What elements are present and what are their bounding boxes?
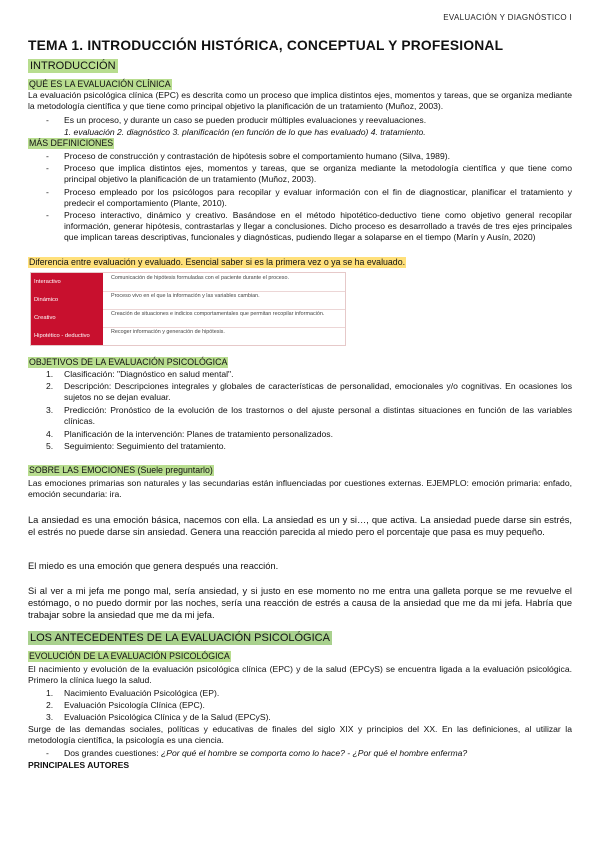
dash-marker: - <box>46 748 49 758</box>
definitions-table <box>30 272 346 346</box>
questions-lead: Dos grandes cuestiones: <box>64 748 161 758</box>
item-number: 1. <box>46 369 54 379</box>
table-label: Hipotético - deductivo <box>31 327 103 345</box>
course-header: EVALUACIÓN Y DIAGNÓSTICO I <box>443 13 572 22</box>
definition-4: Proceso interactivo, dinámico y creativo. Basándose en el método hipotético-deductivo tiene como objetivo general recopilar información, generar hipótesis, contrastarlas y llegar a conclusiones. Dicho proceso es desarrollado a través de tres ejes principales que implican tareas descriptivas, funcionales y diagnósticas, pudiendo llegar a solaparse en el tiempo (Marín y Ausín, 2020) <box>64 210 572 243</box>
item-text: Seguimiento: Seguimiento del tratamiento. <box>64 441 226 451</box>
table-desc: Creación de situaciones e indicios comportamentales que permitan recopilar información. <box>111 311 325 317</box>
emociones-paragraph-3: El miedo es una emoción que genera después una reacción. <box>28 561 279 571</box>
item-text: Evaluación Psicología Clínica (EPC). <box>64 700 205 710</box>
antecedentes-paragraph-1: El nacimiento y evolución de la evaluación psicológica clínica (EPC) y de la salud (EPCyS) se encuentra ligada a la evaluación psicológica. Primero la clínica luego la salud. <box>28 664 572 686</box>
item-number: 2. <box>46 700 54 710</box>
item-number: 4. <box>46 429 54 439</box>
steps-text: 1. evaluación 2. diagnóstico 3. planificación (en función de lo que has evaluado) 4. tratamiento. <box>64 127 426 137</box>
antecedentes-paragraph-2: Surge de las demandas sociales, políticas y educativas de finales del siglo XIX y principios del XX. En las definiciones, al utilizar la metodología científica, la psicología es una ciencia. <box>28 724 572 746</box>
item-text: Clasificación: "Diagnóstico en salud mental". <box>64 369 234 379</box>
table-label: Creativo <box>31 309 103 327</box>
table-label: Interactivo <box>31 273 103 291</box>
definition-1: Proceso de construcción y contrastación de hipótesis sobre el comportamiento humano (Silva, 1989). <box>64 151 450 161</box>
principales-autores: PRINCIPALES AUTORES <box>28 760 130 770</box>
item-text: Evaluación Psicológica Clínica y de la Salud (EPCyS). <box>64 712 271 722</box>
emociones-paragraph-1: Las emociones primarias son naturales y las secundarias están influenciadas por cuestiones externas. EJEMPLO: emoción primaria: enfado, emoción secundaria: ira. <box>28 478 572 500</box>
definition-2: Proceso que implica distintos ejes, momentos y tareas, que se organiza mediante la metodología científica y que tiene como principal objetivo la planificación de un tratamiento (Muñoz, 2003). <box>64 163 572 185</box>
table-desc: Recoger información y generación de hipótesis. <box>111 329 225 335</box>
item-text: Nacimiento Evaluación Psicológica (EP). <box>64 688 220 698</box>
subheading-que-es: QUÉ ES LA EVALUACIÓN CLÍNICA <box>29 79 171 89</box>
page-title: TEMA 1. INTRODUCCIÓN HISTÓRICA, CONCEPTUAL Y PROFESIONAL <box>28 38 504 53</box>
emociones-paragraph-4: Si al ver a mi jefa me pongo mal, sería ansiedad, y si justo en ese momento no me entra una galleta porque se me revuelve el estómago, o no puedo dormir por las noches, sería una reacción de estrés a causa de la ansiedad que me da mi jefa. Habría que trabajar sobre la ansiedad que me da mi jefa. <box>28 586 572 621</box>
item-number: 2. <box>46 381 54 391</box>
table-desc: Comunicación de hipótesis formuladas con el paciente durante el proceso. <box>111 275 289 281</box>
subheading-mas-definiciones: MÁS DEFINICIONES <box>29 138 114 148</box>
item-text: Predicción: Pronóstico de la evolución de los trastornos o del ajuste personal a distintas situaciones en función de las variables clínicas. <box>64 405 572 427</box>
item-number: 3. <box>46 712 54 722</box>
subheading-emociones: SOBRE LAS EMOCIONES (Suele preguntarlo) <box>29 465 213 475</box>
definition-3: Proceso empleado por los psicólogos para recopilar y evaluar información con el fin de diagnosticar, planificar el tratamiento y predecir el comportamiento (Plante, 2010). <box>64 187 572 209</box>
item-text: Planificación de la intervención: Planes de tratamiento personalizados. <box>64 429 333 439</box>
table-row <box>31 327 345 345</box>
table-row <box>31 291 345 310</box>
dash-marker: - <box>46 115 49 125</box>
item-number: 5. <box>46 441 54 451</box>
dash-marker: - <box>46 210 49 220</box>
subheading-objetivos: OBJETIVOS DE LA EVALUACIÓN PSICOLÓGICA <box>29 357 228 367</box>
emociones-paragraph-2: La ansiedad es una emoción básica, nacemos con ella. La ansiedad es un y si…, que activa. La ansiedad puede darse sin estrés, el estrés no puede darse sin ansiedad. Genera una reacción parecida al miedo pero el porcentaje que pasa es muy pequeño. <box>28 515 572 538</box>
table-label: Dinámico <box>31 291 103 309</box>
subheading-evolucion: EVOLUCIÓN DE LA EVALUACIÓN PSICOLÓGICA <box>29 651 230 661</box>
dash-marker: - <box>46 187 49 197</box>
highlight-diferencia: Diferencia entre evaluación y evaluado. Esencial saber si es la primera vez o ya se ha evaluado. <box>29 257 406 267</box>
section-antecedentes: LOS ANTECEDENTES DE LA EVALUACIÓN PSICOLÓGICA <box>30 632 330 644</box>
table-desc: Proceso vivo en el que la información y las variables cambian. <box>111 293 260 299</box>
item-text: Descripción: Descripciones integrales y globales de características de personalidad, emocionales y/o cognitivas. En ocasiones los sujetos no se dejan evaluar. <box>64 381 572 403</box>
table-row <box>31 309 345 328</box>
item-number: 3. <box>46 405 54 415</box>
table-row <box>31 273 345 292</box>
dash-marker: - <box>46 151 49 161</box>
definition-paragraph: La evaluación psicológica clínica (EPC) es descrita como un proceso que implica distintos ejes, momentos y tareas, que se organiza mediante la metodología científica y que tiene como principal objetivo la planificación de un tratamiento (Muñoz, 2003). <box>28 90 572 112</box>
item-number: 1. <box>46 688 54 698</box>
dash-marker: - <box>46 163 49 173</box>
bullet-text: Es un proceso, y durante un caso se pueden producir múltiples evaluaciones y reevaluaciones. <box>64 115 427 125</box>
questions-text: ¿Por qué el hombre se comporta como lo hace? - ¿Por qué el hombre enferma? <box>160 748 468 758</box>
questions-line <box>64 748 572 759</box>
section-introduccion: INTRODUCCIÓN <box>30 60 116 72</box>
